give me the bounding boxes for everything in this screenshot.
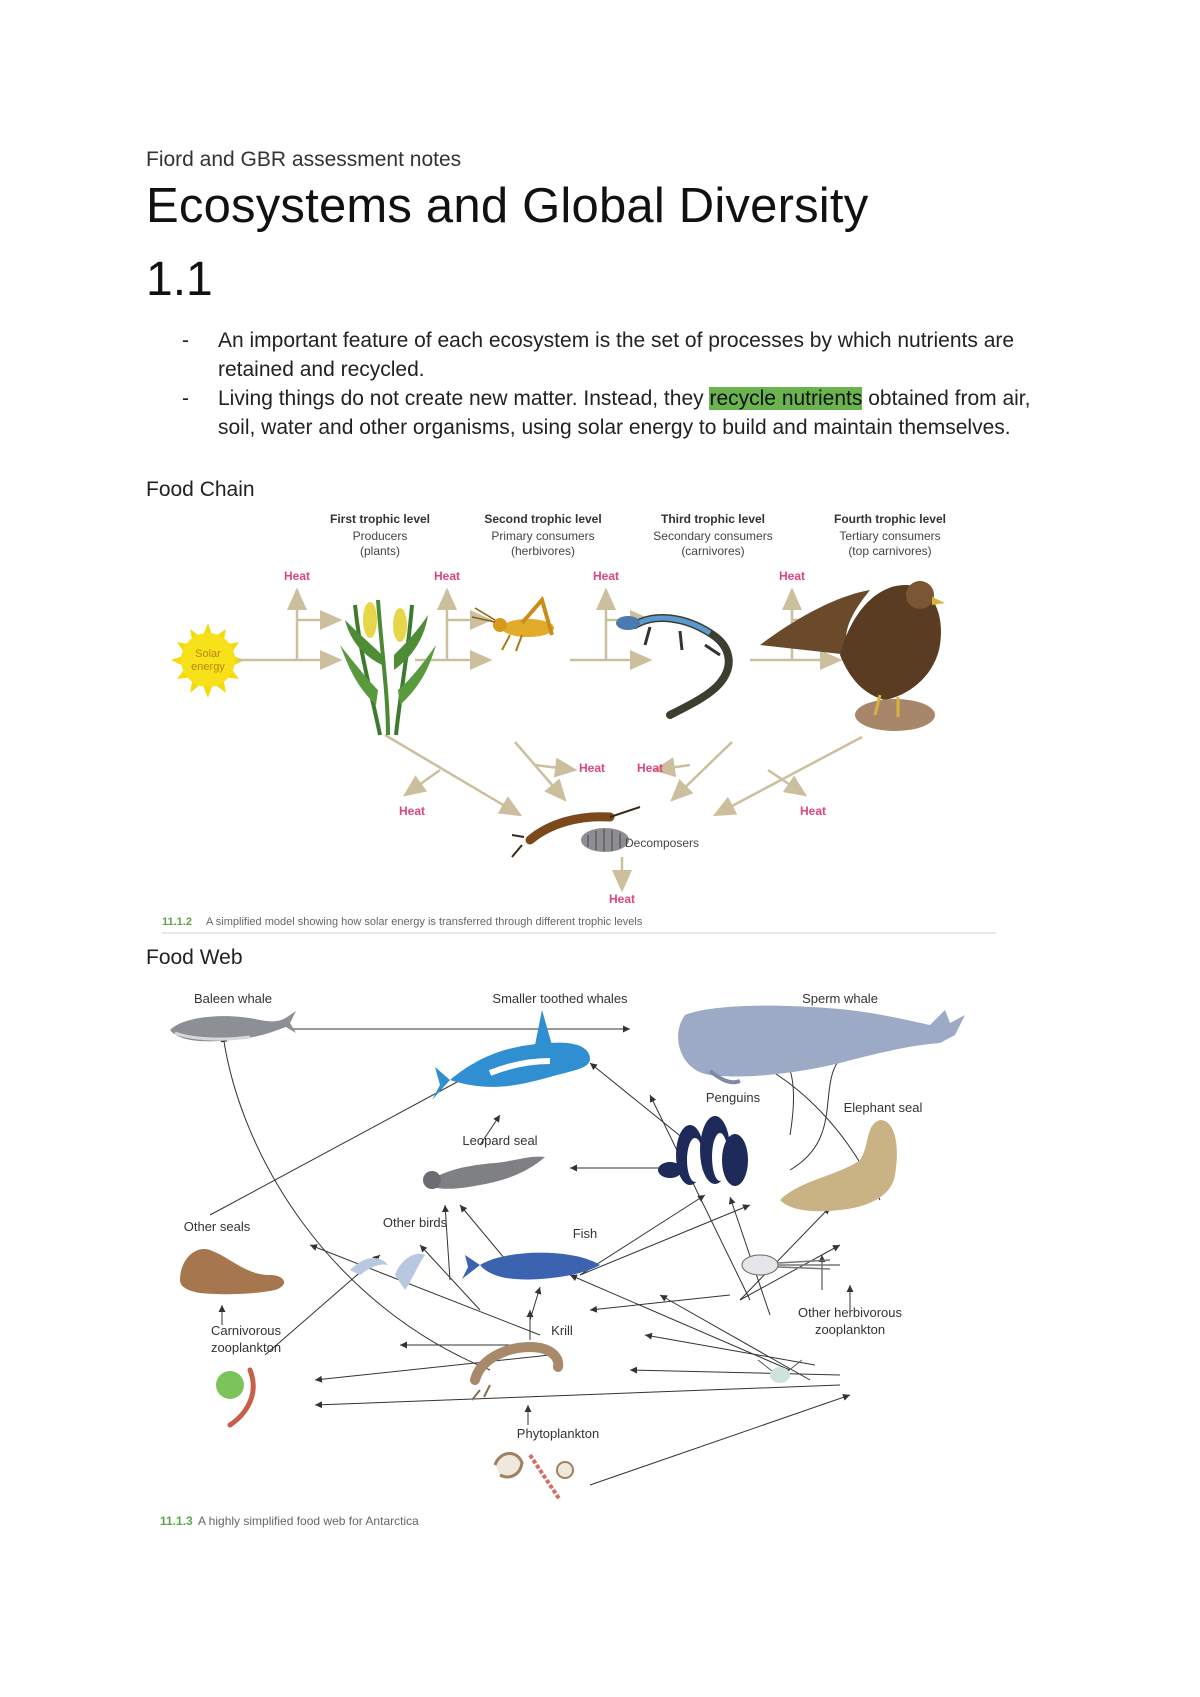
bullet-item <box>146 326 1066 384</box>
carnivorous-zooplankton-icon <box>216 1370 253 1425</box>
plant-icon <box>340 600 436 735</box>
toothed-whale-icon <box>432 1010 590 1100</box>
bullet-text: An important feature of each ecosystem is the set of processes by which nutrients are retained and recycled. <box>218 329 1015 381</box>
hawk-icon <box>760 581 945 731</box>
label-herbivorous-zooplankton: Other herbivorous <box>797 1305 903 1320</box>
label-herbivorous-zooplankton: zooplankton <box>814 1322 886 1337</box>
section-heading: 1.1 <box>146 253 213 306</box>
trophic-role: Primary consumers <box>491 529 595 543</box>
bullet-text-post: obtained from air, soil, water and other organisms, using solar energy to build and maintain themselves. <box>218 387 1031 439</box>
trophic-level-4 <box>834 512 946 558</box>
krill-icon <box>472 1347 558 1400</box>
figure-caption-text: A simplified model showing how solar energy is transferred through different trophic levels <box>206 916 643 928</box>
document-subtitle: Fiord and GBR assessment notes <box>146 148 462 171</box>
figure-caption-number: 11.1.3 <box>160 1514 193 1528</box>
figure-caption-number: 11.1.2 <box>162 916 192 928</box>
food-web-label: Food Web <box>146 946 243 969</box>
trophic-level-1 <box>330 512 430 558</box>
baleen-whale-icon <box>170 1011 296 1041</box>
label-sperm-whale: Sperm whale <box>802 991 878 1006</box>
heat-label: Heat <box>592 569 620 583</box>
bullet-list <box>146 326 1066 442</box>
other-birds-icon <box>350 1254 425 1290</box>
label-penguins: Penguins <box>705 1090 761 1105</box>
trophic-level-3 <box>653 512 772 558</box>
trophic-role: Producers <box>352 529 408 543</box>
label-other-birds: Other birds <box>382 1215 448 1230</box>
lizard-icon <box>616 616 729 715</box>
label-carnivorous-zooplankton: Carnivorous <box>210 1323 282 1338</box>
label-baleen-whale: Baleen whale <box>193 991 273 1006</box>
penguins-icon <box>658 1116 748 1186</box>
heat-label: Heat <box>778 569 806 583</box>
grasshopper-icon <box>472 600 554 651</box>
trophic-level-2 <box>484 512 601 558</box>
label-phytoplankton: Phytoplankton <box>516 1426 600 1441</box>
label-fish: Fish <box>572 1226 598 1241</box>
bullet-dash: - <box>182 387 189 410</box>
food-chain-figure <box>150 505 1010 935</box>
decomposer-icon <box>512 807 699 857</box>
trophic-role: Secondary consumers <box>653 529 773 543</box>
trophic-title: Fourth trophic level <box>833 512 947 526</box>
label-leopard-seal: Leopard seal <box>462 1133 538 1148</box>
fish-icon <box>462 1253 600 1280</box>
heat-label: Heat <box>283 569 311 583</box>
trophic-title: Second trophic level <box>484 512 602 526</box>
heat-label: Heat <box>608 892 636 906</box>
label-krill: Krill <box>551 1323 573 1338</box>
label-other-seals: Other seals <box>183 1219 251 1234</box>
phytoplankton-icon <box>495 1453 573 1500</box>
heat-label: Heat <box>398 804 426 818</box>
bullet-item <box>146 384 1066 442</box>
label-elephant-seal: Elephant seal <box>843 1100 923 1115</box>
trophic-detail: (herbivores) <box>510 544 576 558</box>
sun-icon <box>171 623 245 698</box>
other-seals-icon <box>180 1249 284 1294</box>
trophic-detail: (top carnivores) <box>848 544 932 558</box>
sun-label: energy <box>191 661 225 673</box>
bullet-dash: - <box>182 329 189 352</box>
label-carnivorous-zooplankton: zooplankton <box>210 1340 282 1355</box>
decomposers-label: Decomposers <box>625 836 700 850</box>
heat-label: Heat <box>799 804 827 818</box>
trophic-role: Tertiary consumers <box>839 529 941 543</box>
trophic-detail: (plants) <box>359 544 401 558</box>
trophic-title: Third trophic level <box>660 512 766 526</box>
document-title: Ecosystems and Global Diversity <box>146 179 869 233</box>
food-chain-label: Food Chain <box>146 478 255 501</box>
heat-label: Heat <box>636 761 664 775</box>
label-toothed-whales: Smaller toothed whales <box>492 991 628 1006</box>
sperm-whale-icon <box>678 1006 965 1083</box>
trophic-detail: (carnivores) <box>681 544 745 558</box>
food-web-figure <box>150 975 1020 1535</box>
highlighted-text: recycle nutrients <box>709 387 863 410</box>
figure-caption-text: A highly simplified food web for Antarctica <box>198 1514 419 1528</box>
leopard-seal-icon <box>423 1157 545 1189</box>
bullet-text-pre: Living things do not create new matter. Instead, they <box>218 387 710 410</box>
heat-label: Heat <box>578 761 606 775</box>
trophic-title: First trophic level <box>329 512 431 526</box>
heat-label: Heat <box>433 569 461 583</box>
sun-label: Solar <box>195 648 221 660</box>
